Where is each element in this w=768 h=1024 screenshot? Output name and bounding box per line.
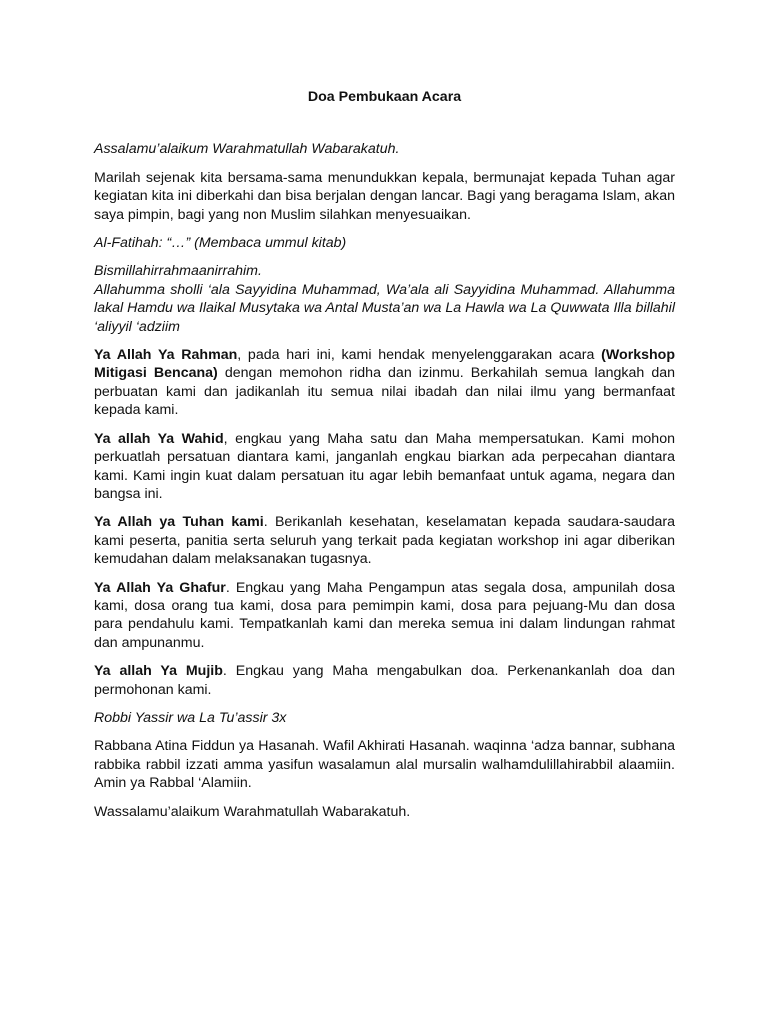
event-name: (Workshop Mitigasi Bencana): [94, 347, 675, 382]
farewell: Wassalamu’alaikum Warahmatullah Wabarakatuh.: [94, 803, 411, 820]
greeting: Assalamu’alaikum Warahmatullah Wabarakatuh.: [94, 141, 400, 158]
prayer-paragraph: [94, 346, 675, 420]
bismillah-paragraph: [94, 262, 675, 336]
prayer-lead: Ya allah Ya Mujib: [94, 663, 223, 680]
document-page: [94, 88, 675, 831]
prayer-lead: Ya Allah ya Tuhan kami: [94, 514, 264, 531]
prayer-text: . Berikanlah kesehatan, keselamatan kepada saudara-saudara kami peserta, panitia serta seluruh yang terkait pada kegiatan workshop ini agar diberikan kemudahan dalam melaksanakan tugasnya.: [94, 514, 675, 568]
prayer-paragraph: [94, 579, 675, 653]
document-title: Doa Pembukaan Acara: [307, 89, 462, 105]
prayer-paragraph: [94, 513, 675, 568]
prayer-text: , pada hari ini, kami hendak menyelenggarakan acara: [237, 347, 602, 364]
prayer-paragraph: [94, 662, 675, 699]
prayer-text: . Engkau yang Maha mengabulkan doa. Perkenankanlah doa dan permohonan kami.: [94, 663, 675, 698]
fatihah-line: Al-Fatihah: “…” (Membaca ummul kitab): [94, 235, 347, 252]
sholawat-text: Allahumma sholli ‘ala Sayyidina Muhammad, Wa’ala ali Sayyidina Muhammad. Allahumma lakal Hamdu wa Ilaikal Musytaka wa Antal Musta’an wa La Hawla wa La Quwwata Illa billahil ‘aliyyil ‘adziim: [94, 281, 675, 335]
prayer-text: , engkau yang Maha satu dan Maha mempersatukan. Kami mohon perkuatlah persatuan diantara kami, janganlah engkau biarkan ada perpecahan diantara kami. Kami ingin kuat dalam persatuan itu agar lebih bemanfaat untuk agama, negara dan bangsa ini.: [94, 430, 675, 502]
prayer-lead: Ya Allah Ya Ghafur: [94, 579, 226, 596]
closing-prayer: Rabbana Atina Fiddun ya Hasanah. Wafil Akhirati Hasanah. waqinna ‘adza bannar, subhana rabbika rabbil izzati amma yasifun wasalamun alal mursalin walhamdulillahirabbil alaamiin. Amin ya Rabbal ‘Alamiin.: [94, 738, 675, 792]
robbi-line: Robbi Yassir wa La Tu’assir 3x: [94, 709, 287, 726]
prayer-text: dengan memohon ridha dan izinmu. Berkahilah semua langkah dan perbuatan kami dan jadikanlah itu semua nilai ibadah dan nilai ilmu yang bermanfaat kepada kami.: [94, 365, 676, 419]
prayer-lead: Ya allah Ya Wahid: [94, 430, 224, 447]
prayer-text: . Engkau yang Maha Pengampun atas segala dosa, ampunilah dosa kami, dosa orang tua kami, dosa para pemimpin kami, dosa para pejuang-Mu dan dosa para pendahulu kami. Tempatkanlah kami dan mereka semua ini dalam lindungan rahmat dan ampunanmu.: [94, 579, 675, 651]
bismillah-line: Bismillahirrahmaanirrahim.: [94, 263, 262, 280]
prayer-lead: Ya Allah Ya Rahman: [94, 347, 238, 364]
intro-paragraph: Marilah sejenak kita bersama-sama menundukkan kepala, bermunajat kepada Tuhan agar kegiatan kita ini diberkahi dan bisa berjalan dengan lancar. Bagi yang beragama Islam, akan saya pimpin, bagi yang non Muslim silahkan menyesuaikan.: [94, 169, 675, 223]
prayer-paragraph: [94, 430, 675, 504]
